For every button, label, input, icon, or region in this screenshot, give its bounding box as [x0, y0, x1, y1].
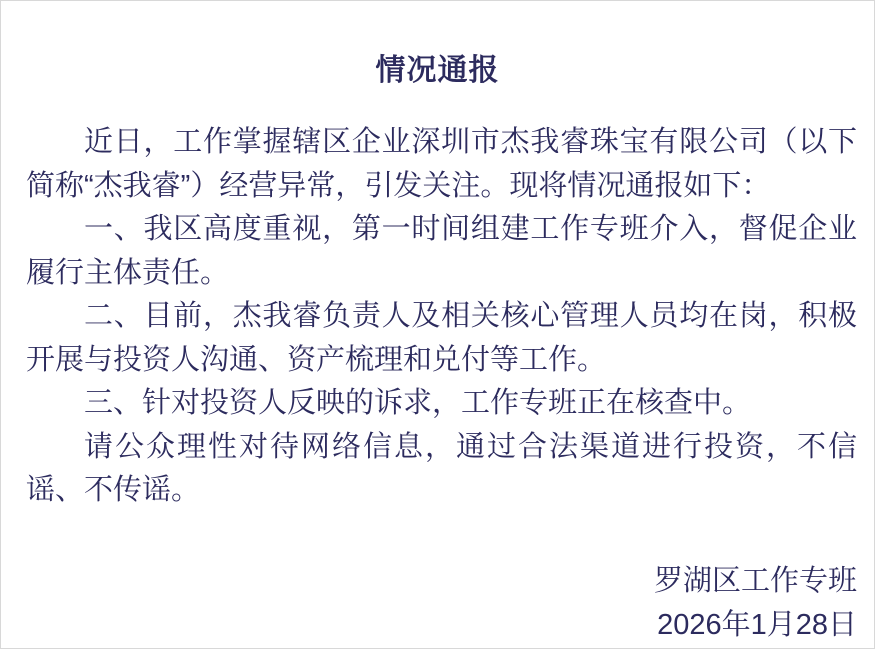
- signature-date: 2026年1月28日: [657, 608, 857, 641]
- body-line: 二、目前，杰我睿负责人及相关核心管理人员均在岗，积极: [84, 300, 857, 332]
- body-line: 一、我区高度重视，第一时间组建工作专班介入，督促企业: [84, 213, 857, 245]
- body-line: 谣、不传谣。: [26, 474, 201, 506]
- signature-block: [1, 559, 857, 647]
- body-line: 履行主体责任。: [26, 256, 230, 289]
- signature-org: 罗湖区工作专班: [653, 564, 857, 597]
- body-line: 请公众理性对待网络信息，通过合法渠道进行投资，不信: [84, 430, 857, 463]
- notice-body: [26, 121, 857, 513]
- body-line: 开展与投资人沟通、资产梳理和兑付等工作。: [26, 343, 607, 376]
- notice-title: 情况通报: [375, 54, 500, 87]
- body-line: 近日，工作掌握辖区企业深圳市杰我睿珠宝有限公司（以下: [84, 126, 857, 158]
- body-line: 简称“杰我睿”）经营异常，引发关注。现将情况通报如下：: [26, 169, 771, 202]
- body-line: 三、针对投资人反映的诉求，工作专班正在核查中。: [84, 387, 752, 419]
